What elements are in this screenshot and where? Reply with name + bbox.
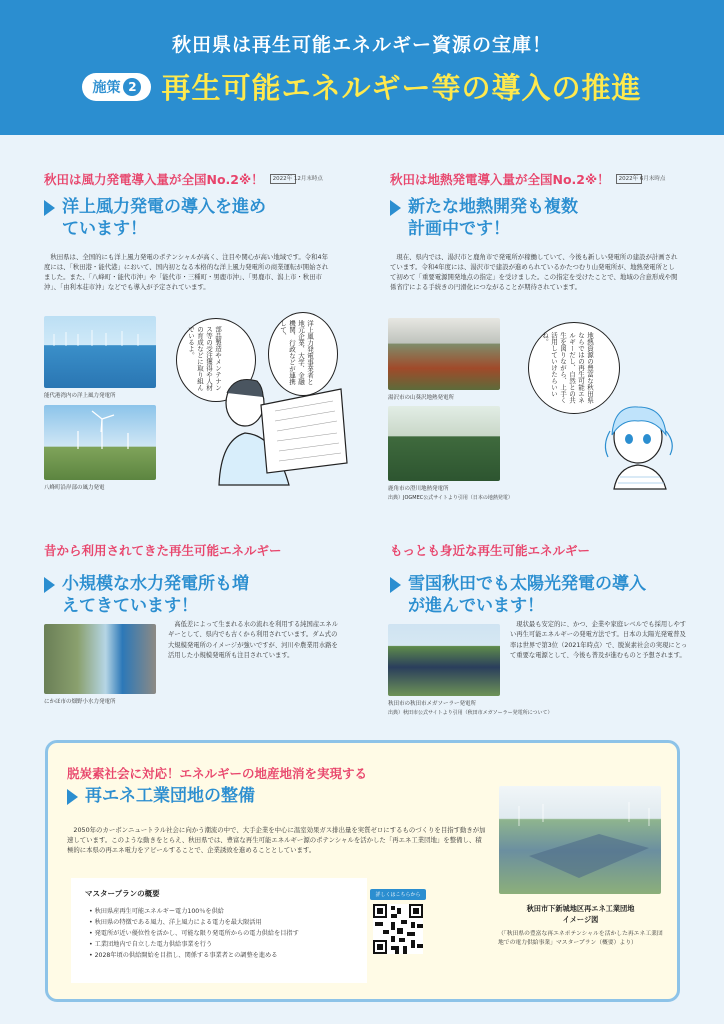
coastal-wind-photo <box>44 405 156 480</box>
mega-solar-photo <box>388 624 500 696</box>
solar-kicker: もっとも身近な再生可能エネルギー <box>390 543 591 558</box>
solar-body: 現状最も安定的に、かつ、企業や家庭レベルでも採用しやすい再生可能エネルギーの発電方法です。日本の太陽光発電普及率は世界で第3位（2021年時点）で、脱炭素社会の実現にとって重要な電源として、今後も普及が進むものと予想されます。 <box>510 621 688 659</box>
master-plan-list <box>89 906 299 961</box>
speech-bubble-2-text: 洋上風力発電事業者と地元企業、大学、金融機関、行政などが連携して、 <box>279 320 314 385</box>
coastal-wind-caption: 八峰町沿岸部の風力発電 <box>44 485 105 491</box>
policy-badge-number: 2 <box>123 78 141 96</box>
hydro-body: 高低差によって生まれる水の流れを利用する純国産エネルギーとして、県内でも古くから利用されています。ダム式の大規模発電所のイメージが強いですが、河川や農業用水路を活用した小規模発電所も注目されています。 <box>168 621 339 659</box>
hydro-title <box>44 573 254 617</box>
hatano-hydro-photo <box>44 624 156 694</box>
master-plan-title: マスタープランの概要 <box>85 889 160 898</box>
wasabizawa-geothermal-photo <box>388 318 500 390</box>
girl-illustration <box>600 395 695 490</box>
offshore-wind-caption: 能代港湾内の洋上風力発電所 <box>44 393 116 399</box>
wind-title-text: 洋上風力発電の導入を進めています！ <box>62 197 266 239</box>
hydro-kicker: 昔から利用されてきた再生可能エネルギー <box>44 543 282 558</box>
man-reading-illustration <box>205 345 353 490</box>
list-item: • 秋田県の特徴である風力、洋上風力による電力を最大限活用 <box>89 917 299 928</box>
geothermal-title <box>390 196 590 240</box>
geothermal-title-text: 新たな地熱開発も複数計画中です！ <box>408 197 578 239</box>
header-subtitle: 秋田県は再生可能エネルギー資源の宝庫！ <box>171 34 552 56</box>
solar-title-text: 雪国秋田でも太陽光発電の導入が進んでいます！ <box>408 574 646 616</box>
offshore-wind-photo <box>44 316 156 388</box>
list-item: • 発電所が近い優位性を活かし、可能な限り発電所からの電力供給を目指す <box>89 928 299 939</box>
wind-turbine-icon <box>44 405 156 480</box>
list-item: • 工業団地内で自立した電力供給事業を行う <box>89 939 299 950</box>
geothermal-body: 現在、県内では、湯沢市と鹿角市で発電所が稼働していて、今後も新しい発電所の建設が計画されています。令和4年度には、湯沢市で建設が進められているかたつむり山発電所が、地熱発電所として初めて「重要電源開発地点の指定」を受けました。この指定を受けたことで、地域の合意形成や関係省庁による手続きの円滑化につながることが期待されています。 <box>390 253 678 291</box>
triangle-icon <box>390 577 401 593</box>
geothermal-kicker <box>390 170 690 188</box>
park-title <box>67 785 255 807</box>
wind-body: 秋田県は、全国的にも洋上風力発電のポテンシャルが高く、注目や関心が高い地域です。令和4年度には、「秋田港・能代港」において、国内初となる本格的な洋上風力発電所の商業運転が開始されました。また、「八峰町・能代市沖」や「能代市・三種町・男鹿市沖」、「男鹿市、潟上市・秋田市沖」、「由利本荘市沖」などでも導入が予定されています。 <box>44 253 329 291</box>
page-title: 再生可能エネルギー等の導入の推進 <box>161 71 642 105</box>
policy-badge <box>82 73 151 101</box>
wind-section <box>44 170 344 292</box>
triangle-icon <box>67 789 78 805</box>
triangle-icon <box>44 577 55 593</box>
wind-turbines-icon <box>44 316 156 388</box>
qr-label: 詳しくはこちらから <box>370 889 426 900</box>
solar-title <box>390 573 650 617</box>
wasabizawa-caption: 湯沢市の山葵沢地熱発電所 <box>388 395 455 401</box>
speech-bubble-3-text: 地熱資源の豊富な秋田県ならではの再生可能エネルギーだし、自然との共生を図りながら、上手く活用していけたらいいね。 <box>541 332 594 404</box>
qr-section[interactable] <box>370 889 426 958</box>
geothermal-section <box>390 170 690 292</box>
geothermal-source: 出典）JOGMEC公式サイトより引用（日本の地熱発電） <box>388 495 513 501</box>
industrial-park-image <box>499 786 661 894</box>
page-header <box>0 0 724 135</box>
industrial-park-caption <box>493 903 668 925</box>
triangle-icon <box>390 200 401 216</box>
mega-solar-caption: 秋田市の秋田市メガソーラー発電所 <box>388 701 477 707</box>
master-plan-box <box>71 878 367 983</box>
hydro-section <box>44 541 344 617</box>
sumikawa-caption: 鹿角市の澄川地熱発電所 <box>388 486 449 492</box>
park-kicker: 脱炭素社会に対応！エネルギーの地産地消を実現する <box>67 766 368 781</box>
geothermal-kicker-text: 秋田は地熱発電導入量が全国No.2※！ <box>390 172 610 187</box>
sumikawa-geothermal-photo <box>388 406 500 481</box>
triangle-icon <box>44 200 55 216</box>
wind-title <box>44 196 274 240</box>
list-item: • 2028年頃の供給開始を目指し、関係する事業者との調整を進める <box>89 950 299 961</box>
solar-source: 出典）秋田市公式サイトより引用（秋田市メガソーラー発電所について） <box>388 710 553 716</box>
geothermal-note: 2022年 6月末時点 <box>616 174 642 184</box>
industrial-park-caption-line1: 秋田市下新城地区再エネ工業団地 <box>526 904 635 913</box>
industrial-park-caption-line2: イメージ図 <box>562 915 599 924</box>
hatano-hydro-caption: にかほ市の畑野小水力発電所 <box>44 699 116 705</box>
header-title-row <box>0 66 724 107</box>
wind-kicker <box>44 170 344 188</box>
speech-bubble-1-text: 部品製造やメンテナンス等の受注獲得や人材の育成などに取り組んでいるよ。 <box>187 326 222 391</box>
renewable-industrial-park-box <box>45 740 680 1002</box>
industrial-park-note: （「秋田県の豊富な再エネポテンシャルを活かした再エネ工業団地での電力供給事業」マスタープラン（概要）より） <box>498 931 663 946</box>
wind-note: 2022年 12月末時点 <box>270 174 296 184</box>
list-item: • 秋田県産再生可能エネルギー電力100％を供給 <box>89 906 299 917</box>
wind-kicker-text: 秋田は風力発電導入量が全国No.2※！ <box>44 172 264 187</box>
qr-code-icon[interactable] <box>373 904 423 954</box>
park-title-text: 再エネ工業団地の整備 <box>85 786 255 806</box>
policy-badge-label: 施策 <box>92 79 121 96</box>
park-body: 2050年のカーボンニュートラル社会に向かう潮流の中で、大手企業を中心に温室効果ガス排出量を実質ゼロにするものづくりを目指す動きが加速しています。このような動きをとらえ、秋田県では、豊富な再生可能エネルギー源のポテンシャルを活かした「再エネ工業団地」を整備し、積極的に本県の再エネ電力をアピールすることで、企業誘致を進めることとしています。 <box>67 826 486 854</box>
industrial-park-rendering <box>499 786 661 894</box>
hydro-title-text: 小規模な水力発電所も増えてきています！ <box>62 574 249 616</box>
solar-section <box>390 541 690 617</box>
